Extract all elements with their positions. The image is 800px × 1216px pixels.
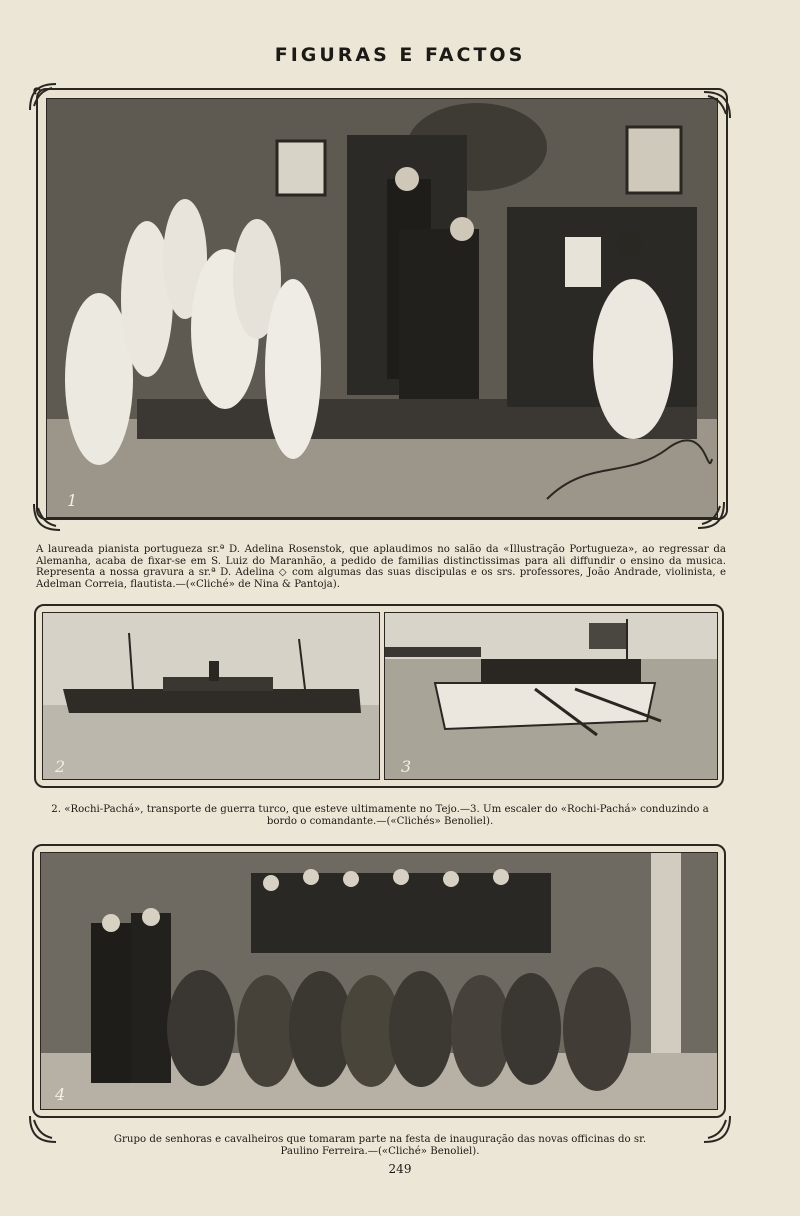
- caption-photo-4: Grupo de senhoras e cavalheiros que tomaram parte na festa de inauguração das novas officinas do sr. Paulino Ferreira.—(«Cliché» Benoliel).: [113, 1134, 647, 1157]
- corner-ornament-bottom-left: [30, 500, 64, 534]
- photo-2-ship: [42, 612, 380, 780]
- page-title: FIGURAS E FACTOS: [274, 44, 526, 66]
- page-number: 249: [388, 1162, 412, 1176]
- corner-ornament-top-left: [26, 80, 60, 114]
- photo-1-number: 1: [67, 491, 78, 510]
- corner-ornament-bottom-left-2: [26, 1112, 60, 1146]
- photo-2-number: 2: [55, 757, 66, 776]
- photo-3-boat: [384, 612, 718, 780]
- corner-ornament-top-right: [700, 88, 734, 122]
- corner-ornament-bottom-right: [694, 498, 728, 532]
- photo-3-number: 3: [401, 757, 412, 776]
- photo-4-number: 4: [55, 1085, 66, 1104]
- photo-4-group: [40, 852, 718, 1110]
- caption-photos-2-3: 2. «Rochi-Pachá», transporte de guerra turco, que esteve ultimamente no Tejo.—3. Um escaler do «Rochi-Pachá» conduzindo a bordo o comandante.—(«Clichés» Benoliel).: [51, 804, 709, 827]
- caption-photo-1: A laureada pianista portugueza sr.ª D. Adelina Rosenstok, que aplaudimos no salão da «Illustração Portugueza», ao regressar da Alemanha, acaba de fixar-se em S. Luiz do Maranhão, a pedido de familias distinctissimas para ali diffundir o ensino da musica. Representa a nossa gravura a sr.ª D. Adelina ◇ com algumas das suas discipulas e os srs. professores, João Andrade, violinista, e Adelman Correia, flautista.—(«Cliché» de Nina & Pantoja).: [36, 544, 726, 590]
- corner-ornament-bottom-right-2: [700, 1112, 734, 1146]
- photo-1-music-room: [46, 98, 718, 518]
